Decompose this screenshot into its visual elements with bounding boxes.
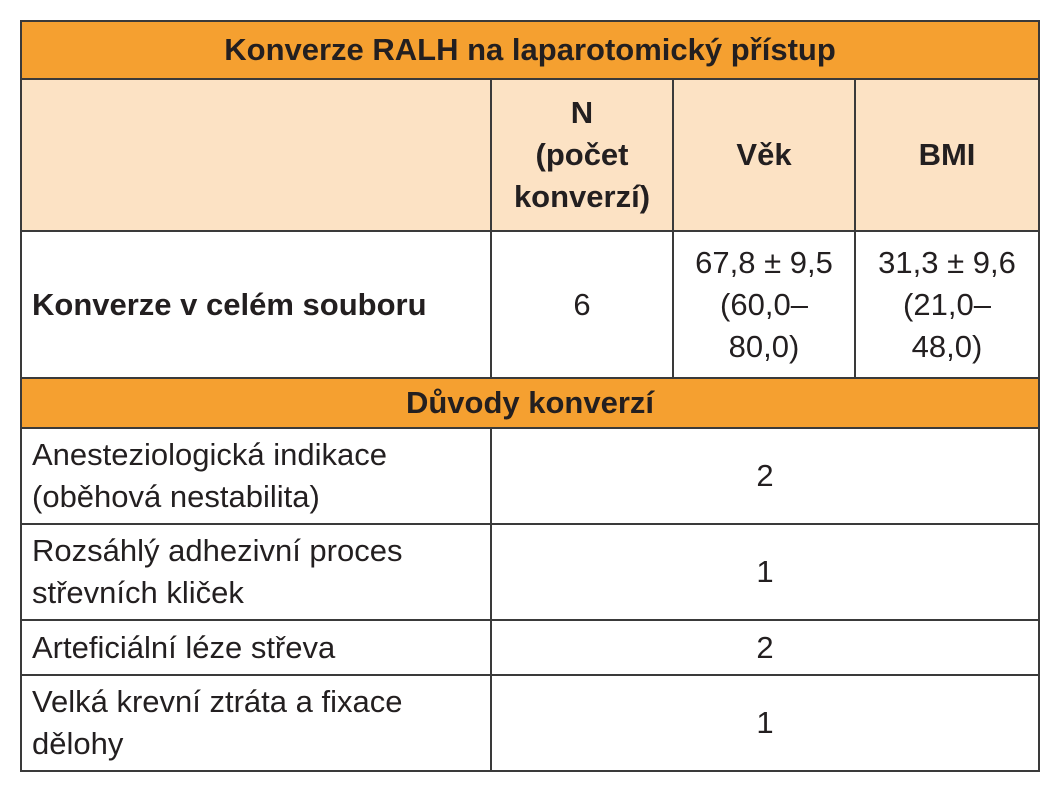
header-n-line-1: N [570,95,594,130]
reason-label [21,428,491,524]
reason-label-line-1: Anesteziologická indikace [32,437,387,472]
reason-label-line-1: Velká krevní ztráta a fixace [32,684,403,719]
header-n-line-2: (počet [535,137,629,172]
reason-row [21,428,1039,524]
summary-bmi-line-3: 48,0) [911,328,983,364]
header-empty-cell [21,79,491,231]
reason-count: 2 [491,428,1039,524]
reason-row [21,524,1039,620]
reason-label-line-2: dělohy [32,726,124,761]
reason-label [21,524,491,620]
reason-label-line-1: Arteficiální léze střeva [32,629,336,665]
summary-label: Konverze v celém souboru [21,231,491,378]
summary-age-line-2: (60,0– [720,286,808,322]
summary-age-line-1: 67,8 ± 9,5 [695,244,833,280]
summary-bmi-line-2: (21,0– [903,286,991,322]
summary-bmi [855,231,1039,378]
summary-row [21,231,1039,378]
reason-count: 1 [491,675,1039,771]
column-header-row [21,79,1039,231]
summary-n: 6 [491,231,673,378]
reason-row [21,620,1039,675]
reason-label-line-2: (oběhová nestabilita) [32,479,320,514]
reason-label-line-1: Rozsáhlý adhezivní proces [32,533,403,568]
header-n [491,79,673,231]
reason-row [21,675,1039,771]
header-age: Věk [673,79,855,231]
reason-label [21,675,491,771]
conversion-table-frame [20,20,1040,772]
header-bmi: BMI [855,79,1039,231]
summary-age [673,231,855,378]
header-n-line-3: konverzí) [513,179,651,214]
title-row [21,21,1039,79]
table-title: Konverze RALH na laparotomický přístup [21,21,1039,79]
reason-label-line-2: střevních kliček [32,575,244,610]
reasons-title-row [21,378,1039,428]
conversion-table [20,20,1040,772]
reason-count: 2 [491,620,1039,675]
summary-bmi-line-1: 31,3 ± 9,6 [878,244,1016,280]
reasons-title: Důvody konverzí [21,378,1039,428]
reason-count: 1 [491,524,1039,620]
summary-age-line-3: 80,0) [728,328,800,364]
reason-label [21,620,491,675]
